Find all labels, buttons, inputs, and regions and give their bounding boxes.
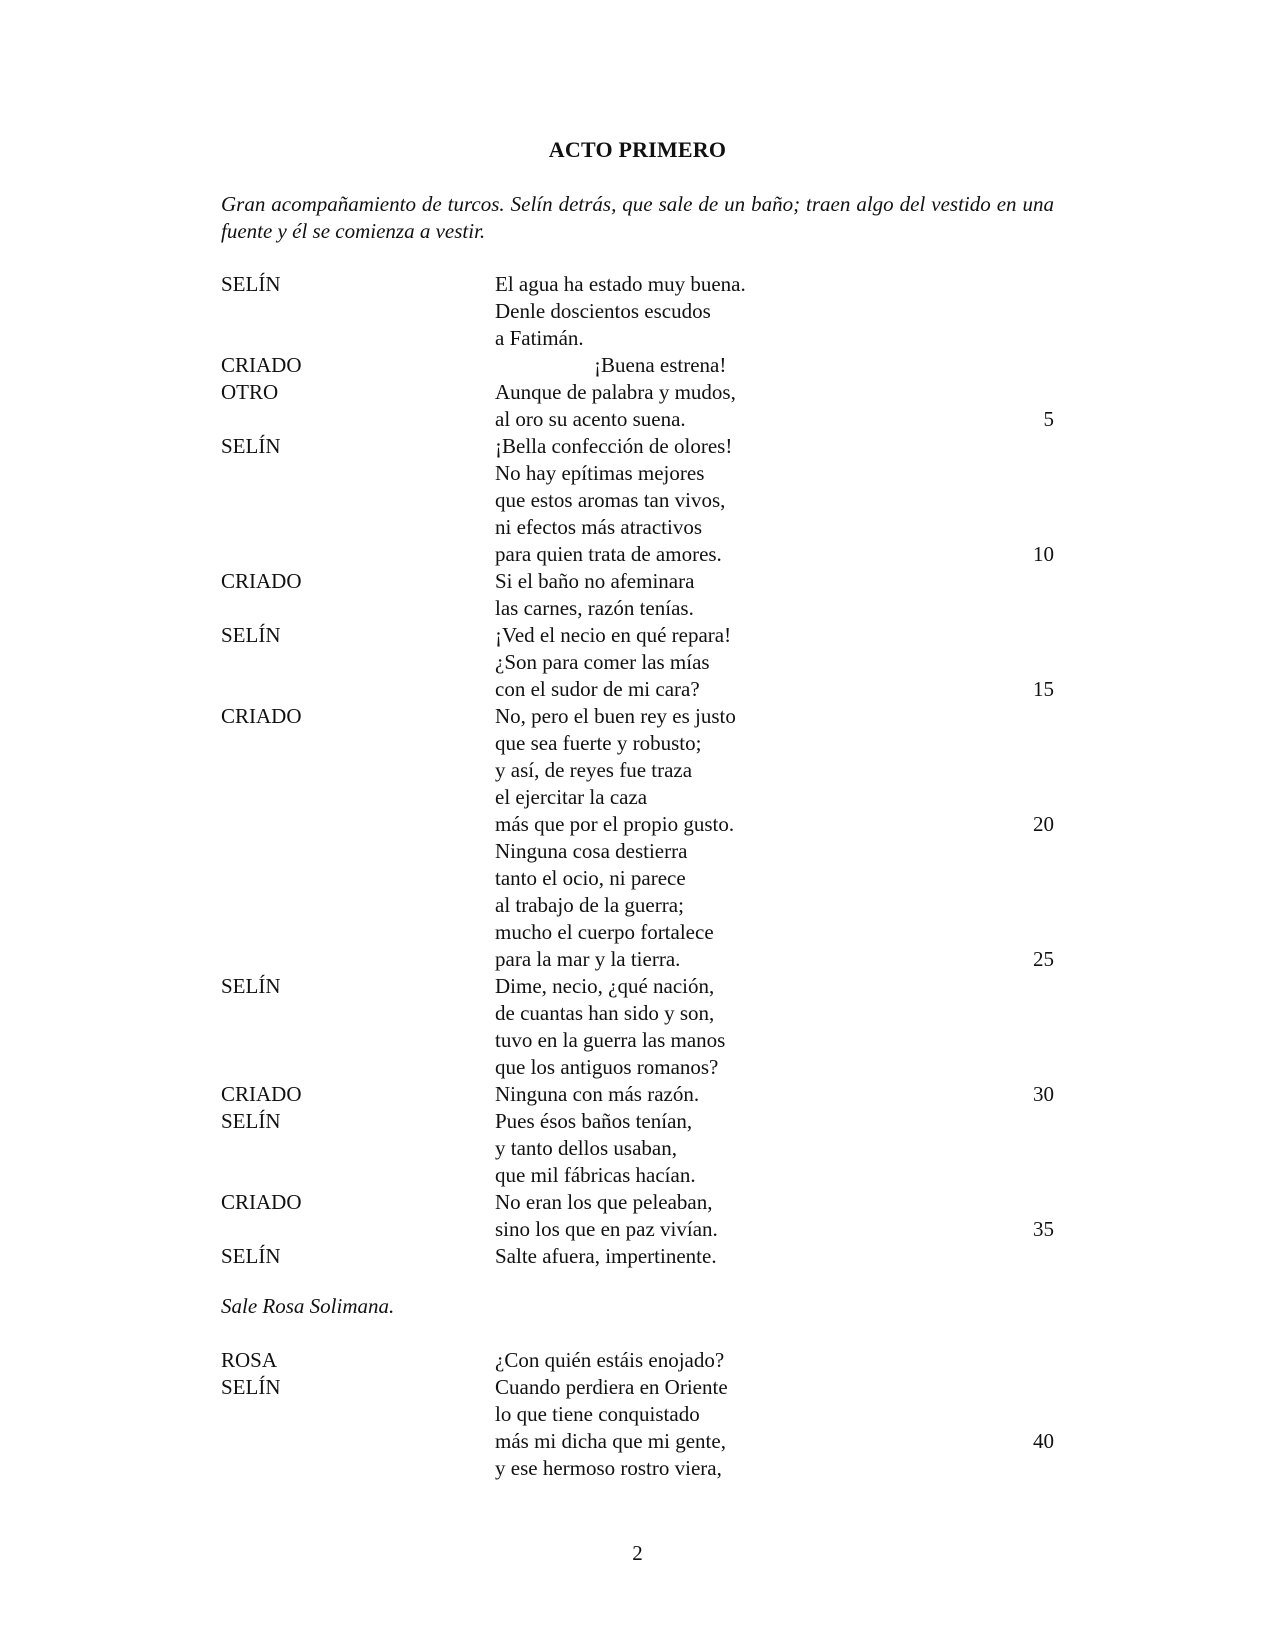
verse-text: las carnes, razón tenías. (495, 596, 694, 620)
verse-text: al oro su acento suena. (495, 407, 686, 431)
verse-text: Aunque de palabra y mudos, (495, 380, 736, 404)
verse-line (0, 325, 1275, 352)
verse-line (0, 1135, 1275, 1162)
verse-line (0, 1374, 1275, 1401)
speaker-name: SELÍN (221, 1109, 281, 1133)
verse-line (0, 298, 1275, 325)
verse-text: con el sudor de mi cara? (495, 677, 700, 701)
verse-text: sino los que en paz vivían. (495, 1217, 718, 1241)
verse-text: a Fatimán. (495, 326, 584, 350)
speaker-name: SELÍN (221, 1375, 281, 1399)
verse-text: El agua ha estado muy buena. (495, 272, 746, 296)
verse-line (0, 433, 1275, 460)
verse-line (0, 1428, 1275, 1455)
dialogue-block-1 (0, 271, 1275, 1270)
act-title: ACTO PRIMERO (548, 137, 727, 162)
speaker-name: SELÍN (221, 974, 281, 998)
verse-line (0, 595, 1275, 622)
verse-line (0, 487, 1275, 514)
verse-text: que sea fuerte y robusto; (495, 731, 702, 755)
speaker-name: CRIADO (221, 569, 302, 593)
verse-text: ¿Son para comer las mías (495, 650, 710, 674)
verse-line (0, 919, 1275, 946)
verse-text: Ninguna con más razón. (495, 1082, 700, 1106)
verse-line (0, 1189, 1275, 1216)
line-number: 40 (1033, 1429, 1054, 1453)
verse-line (0, 1081, 1275, 1108)
verse-text: de cuantas han sido y son, (495, 1001, 715, 1025)
verse-text: mucho el cuerpo fortalece (495, 920, 714, 944)
verse-text: lo que tiene conquistado (495, 1402, 700, 1426)
verse-text: ni efectos más atractivos (495, 515, 703, 539)
verse-line (0, 676, 1275, 703)
speaker-name: SELÍN (221, 272, 281, 296)
verse-text: tuvo en la guerra las manos (495, 1028, 726, 1052)
verse-text: tanto el ocio, ni parece (495, 866, 686, 890)
line-number: 20 (1033, 812, 1054, 836)
verse-text: y tanto dellos usaban, (495, 1136, 677, 1160)
speaker-name: CRIADO (221, 353, 302, 377)
verse-line (0, 1243, 1275, 1270)
verse-line (0, 1162, 1275, 1189)
verse-line (0, 1000, 1275, 1027)
verse-text: ¡Ved el necio en qué repara! (495, 623, 732, 647)
speaker-name: ROSA (221, 1348, 278, 1372)
verse-text: ¿Con quién estáis enojado? (495, 1348, 725, 1372)
speaker-name: CRIADO (221, 704, 302, 728)
verse-line (0, 1347, 1275, 1374)
speaker-name: CRIADO (221, 1190, 302, 1214)
speaker-name: CRIADO (221, 1082, 302, 1106)
line-number: 5 (1043, 407, 1054, 431)
verse-text: No, pero el buen rey es justo (495, 704, 736, 728)
verse-line (0, 649, 1275, 676)
verse-text: Si el baño no afeminara (495, 569, 695, 593)
verse-text: No hay epítimas mejores (495, 461, 705, 485)
verse-text: y ese hermoso rostro viera, (495, 1456, 722, 1480)
verse-text: ¡Bella confección de olores! (495, 434, 733, 458)
verse-text: No eran los que peleaban, (495, 1190, 713, 1214)
verse-line (0, 757, 1275, 784)
verse-line (0, 946, 1275, 973)
line-number: 35 (1033, 1217, 1054, 1241)
speaker-name: SELÍN (221, 434, 281, 458)
verse-line (0, 568, 1275, 595)
speaker-name: SELÍN (221, 1244, 281, 1268)
verse-text: Pues ésos baños tenían, (495, 1109, 693, 1133)
verse-line (0, 730, 1275, 757)
verse-text: Cuando perdiera en Oriente (495, 1375, 728, 1399)
verse-line (0, 1027, 1275, 1054)
verse-line (0, 892, 1275, 919)
verse-text: Salte afuera, impertinente. (495, 1244, 717, 1268)
verse-text: para la mar y la tierra. (495, 947, 681, 971)
verse-text: Ninguna cosa destierra (495, 839, 688, 863)
verse-line (0, 352, 1275, 379)
verse-line (0, 811, 1275, 838)
verse-line (0, 379, 1275, 406)
stage-direction-entrance: Sale Rosa Solimana. (221, 1294, 395, 1318)
speaker-name: OTRO (221, 380, 279, 404)
verse-text: que mil fábricas hacían. (495, 1163, 696, 1187)
verse-line (0, 973, 1275, 1000)
verse-line (0, 1401, 1275, 1428)
verse-line (0, 406, 1275, 433)
verse-line (0, 460, 1275, 487)
verse-text: Dime, necio, ¿qué nación, (495, 974, 715, 998)
verse-text: para quien trata de amores. (495, 542, 722, 566)
verse-line (0, 1054, 1275, 1081)
line-number: 25 (1033, 947, 1054, 971)
verse-line (0, 784, 1275, 811)
verse-text: al trabajo de la guerra; (495, 893, 684, 917)
verse-text: Denle doscientos escudos (495, 299, 711, 323)
stage-direction-intro: Gran acompañamiento de turcos. Selín detrás, que sale de un baño; traen algo del vestido en una fuente y él se comienza a vestir. (221, 192, 1054, 243)
verse-text: el ejercitar la caza (495, 785, 648, 809)
verse-text: más que por el propio gusto. (495, 812, 735, 836)
verse-line (0, 541, 1275, 568)
verse-line (0, 1216, 1275, 1243)
verse-text: más mi dicha que mi gente, (495, 1429, 726, 1453)
speaker-name: SELÍN (221, 623, 281, 647)
verse-line (0, 271, 1275, 298)
verse-line (0, 703, 1275, 730)
dialogue-block-2 (0, 1347, 1275, 1482)
verse-text: que estos aromas tan vivos, (495, 488, 726, 512)
line-number: 10 (1033, 542, 1054, 566)
verse-line (0, 865, 1275, 892)
verse-text: que los antiguos romanos? (495, 1055, 719, 1079)
verse-text: y así, de reyes fue traza (495, 758, 693, 782)
verse-line (0, 1108, 1275, 1135)
verse-line (0, 622, 1275, 649)
verse-text: ¡Buena estrena! (594, 353, 727, 377)
verse-line (0, 838, 1275, 865)
verse-line (0, 514, 1275, 541)
line-number: 30 (1033, 1082, 1054, 1106)
page-number: 2 (632, 1541, 643, 1565)
line-number: 15 (1033, 677, 1054, 701)
verse-line (0, 1455, 1275, 1482)
